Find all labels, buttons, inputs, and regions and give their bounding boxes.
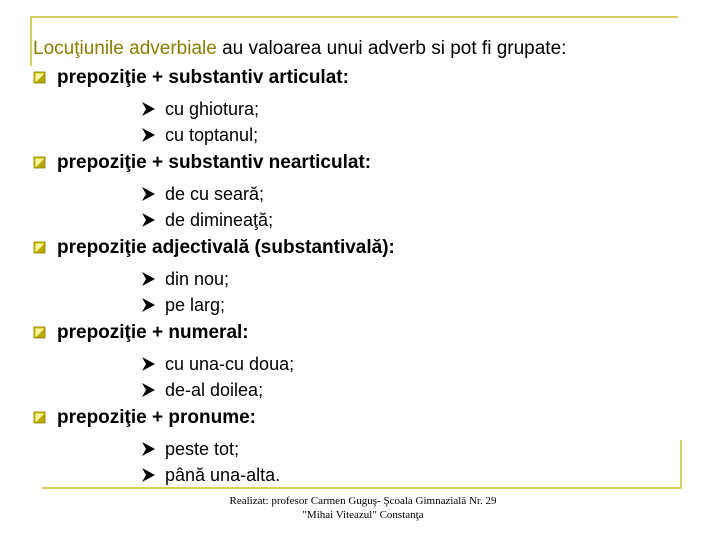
list-item-text: până una-alta. bbox=[165, 464, 281, 485]
group bbox=[33, 235, 713, 316]
group bbox=[33, 150, 713, 231]
arrowhead-icon bbox=[140, 356, 156, 372]
group-heading bbox=[33, 65, 713, 91]
frame-left-rule bbox=[30, 16, 32, 66]
group-items bbox=[33, 352, 713, 401]
footer-line-1: Realizat: profesor Carmen Guguş- Şcoala Gimnazială Nr. 29 bbox=[229, 495, 497, 507]
list-item bbox=[140, 267, 713, 290]
list-item-text: pe larg; bbox=[165, 294, 226, 315]
arrowhead-icon bbox=[140, 297, 156, 313]
arrowhead-icon bbox=[140, 186, 156, 202]
group-items bbox=[33, 267, 713, 316]
group-heading-text: prepoziţie + substantiv nearticulat: bbox=[57, 152, 372, 173]
list-item bbox=[140, 463, 713, 486]
frame-top-rule bbox=[30, 16, 678, 18]
group-items bbox=[33, 182, 713, 231]
list-item-text: cu ghiotura; bbox=[165, 98, 260, 119]
slide-content bbox=[33, 37, 713, 490]
arrowhead-icon bbox=[140, 441, 156, 457]
list-item bbox=[140, 97, 713, 120]
intro-line bbox=[33, 37, 713, 61]
square-bullet-icon bbox=[33, 241, 47, 255]
square-bullet-icon bbox=[33, 411, 47, 425]
group-items bbox=[33, 437, 713, 486]
square-bullet-icon bbox=[33, 71, 47, 85]
intro-rest: au valoarea unui adverb si pot fi grupate: bbox=[216, 38, 567, 59]
arrowhead-icon bbox=[140, 271, 156, 287]
list-item-text: cu toptanul; bbox=[165, 124, 259, 145]
arrowhead-icon bbox=[140, 212, 156, 228]
intro-highlight: Locuţiunile adverbiale bbox=[33, 38, 217, 59]
list-item-text: de dimineaţă; bbox=[165, 209, 274, 230]
footer-line-2: "Mihai Viteazul" Constanţa bbox=[302, 509, 424, 521]
group-heading bbox=[33, 320, 713, 346]
list-item-text: din nou; bbox=[165, 268, 230, 289]
square-bullet-icon bbox=[33, 156, 47, 170]
group bbox=[33, 405, 713, 486]
group-items bbox=[33, 97, 713, 146]
group bbox=[33, 65, 713, 146]
list-item-text: peste tot; bbox=[165, 438, 240, 459]
group-heading-text: prepoziţie + numeral: bbox=[57, 322, 249, 343]
list-item bbox=[140, 123, 713, 146]
list-item-text: cu una-cu doua; bbox=[165, 353, 295, 374]
group-heading bbox=[33, 150, 713, 176]
list-item bbox=[140, 378, 713, 401]
list-item bbox=[140, 352, 713, 375]
arrowhead-icon bbox=[140, 127, 156, 143]
list-item-text: de-al doilea; bbox=[165, 379, 264, 400]
group-heading bbox=[33, 235, 713, 261]
arrowhead-icon bbox=[140, 382, 156, 398]
list-item bbox=[140, 208, 713, 231]
list-item bbox=[140, 437, 713, 460]
group-heading-text: prepoziţie + pronume: bbox=[57, 407, 256, 428]
group bbox=[33, 320, 713, 401]
list-item bbox=[140, 293, 713, 316]
group-heading-text: prepoziţie adjectivală (substantivală): bbox=[57, 237, 395, 258]
square-bullet-icon bbox=[33, 326, 47, 340]
footer-credit bbox=[0, 494, 720, 522]
group-heading bbox=[33, 405, 713, 431]
list-item bbox=[140, 182, 713, 205]
group-heading-text: prepoziţie + substantiv articulat: bbox=[57, 67, 349, 88]
arrowhead-icon bbox=[140, 101, 156, 117]
list-item-text: de cu seară; bbox=[165, 183, 265, 204]
arrowhead-icon bbox=[140, 467, 156, 483]
